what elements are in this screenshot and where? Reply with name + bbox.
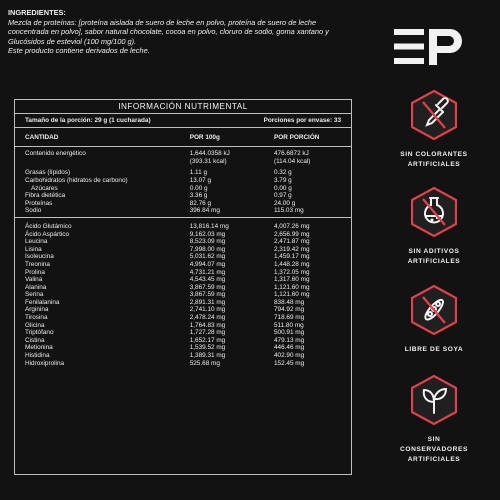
- nutrient-name: Fibra dietética: [25, 192, 66, 200]
- serving-size: Tamaño de la porción: 29 g (1 cucharada): [25, 117, 151, 124]
- amino-per100: 7,998.00 mg: [189, 245, 226, 253]
- table-row: [15, 185, 351, 193]
- badge-label-line1: SIN COLORANTES: [400, 151, 468, 158]
- amino-per100: 8,523.09 mg: [189, 238, 226, 246]
- table-row: [15, 322, 351, 330]
- amino-per-serving: 2,656.99 mg: [273, 230, 310, 238]
- amino-name: Triptófano: [25, 329, 54, 337]
- badge-label: [390, 345, 478, 355]
- amino-name: Treonina: [25, 260, 50, 268]
- badge-no-additives: [390, 187, 478, 267]
- table-row: [15, 246, 351, 254]
- nutrient-per-serving: 3.79 g: [273, 176, 292, 184]
- amino-per100: 2,478.24 mg: [189, 314, 226, 322]
- table-row: [15, 276, 351, 284]
- nutrient-per-serving: 24.00 g: [273, 199, 296, 207]
- badge-soy-free: [390, 285, 478, 355]
- nutrient-per-serving: [274, 150, 341, 165]
- table-row: [15, 177, 351, 185]
- amino-name: Valina: [25, 276, 43, 284]
- amino-name: Alanina: [25, 283, 47, 291]
- nutrient-name: Proteínas: [25, 199, 53, 207]
- badge-label-line2: ARTIFICIALES: [407, 258, 461, 265]
- amino-per100: 1,539.52 mg: [189, 344, 226, 352]
- table-row: [15, 337, 351, 345]
- amino-per-serving: 2,319.42 mg: [273, 245, 310, 253]
- badge-label-line2: ARTIFICIALES: [407, 161, 461, 168]
- table-row: [15, 269, 351, 277]
- amino-per-serving: 1,372.05 mg: [273, 268, 310, 276]
- amino-per100: 1,727.28 mg: [189, 329, 226, 337]
- badge-label-line2: CONSERVADORES: [399, 446, 468, 453]
- energy-kcal-serving: (114.04 kcal): [273, 157, 311, 165]
- nutrient-per100: 0.00 g: [189, 184, 208, 192]
- badge-label: [390, 435, 478, 465]
- header-per-serving: POR PORCIÓN: [273, 133, 320, 141]
- table-row: [15, 169, 351, 177]
- amino-name: Fenilalanina: [25, 298, 60, 306]
- amino-name: Cistina: [25, 336, 45, 344]
- energy-kcal-per100: (393.31 kcal): [189, 157, 227, 165]
- amino-per100: 3,867.59 mg: [189, 283, 226, 291]
- nutrient-per-serving: 0.00 g: [274, 184, 292, 192]
- badge-no-colorants: [390, 90, 478, 170]
- nutrient-per-serving: 0.32 g: [273, 169, 292, 177]
- amino-name: Arginina: [25, 306, 49, 314]
- energy-kj-serving: 476.6872 kJ: [273, 150, 309, 158]
- header-per100: POR 100g: [189, 133, 220, 141]
- table-row: [15, 200, 351, 208]
- amino-per-serving: 794.92 mg: [273, 306, 305, 314]
- servings-per-container: Porciones por envase: 33: [263, 117, 341, 124]
- amino-per-serving: 152.45 mg: [273, 359, 305, 367]
- amino-per100: 525.68 mg: [189, 359, 220, 367]
- amino-name: Lisina: [25, 245, 42, 253]
- amino-name: Ácido Glutámico: [25, 222, 72, 230]
- table-row: [15, 284, 351, 292]
- amino-name: Ácido Aspártico: [25, 230, 70, 238]
- amino-per-serving: 500.91 mg: [273, 329, 305, 337]
- table-row: [15, 192, 351, 200]
- amino-per100: 3,867.59 mg: [189, 291, 226, 299]
- table-row: [15, 314, 351, 322]
- amino-per-serving: 479.13 mg: [273, 336, 305, 344]
- amino-per100: 9,162.03 mg: [189, 230, 226, 238]
- table-divider: [15, 217, 351, 218]
- table-header: [15, 128, 351, 148]
- nutrient-per100: 396.84 mg: [189, 207, 220, 215]
- amino-per-serving: 1,317.60 mg: [273, 276, 310, 284]
- badge-label-line3: ARTIFICIALES: [407, 456, 461, 463]
- serving-row: [15, 114, 351, 128]
- amino-per-serving: 838.48 mg: [273, 298, 305, 306]
- amino-per-serving: 402.90 mg: [273, 352, 305, 360]
- amino-per100: 4,543.45 mg: [189, 276, 226, 284]
- amino-name: Tirosina: [25, 314, 48, 322]
- amino-name: Prolina: [25, 268, 45, 276]
- table-row: [15, 261, 351, 269]
- nutrient-name: Contenido energético: [25, 150, 86, 158]
- leaf-icon: [411, 375, 457, 425]
- amino-per100: 2,891.31 mg: [189, 298, 226, 306]
- amino-per100: 1,764.83 mg: [189, 321, 226, 329]
- amino-per100: 5,031.62 mg: [189, 253, 226, 261]
- table-row: [15, 238, 351, 246]
- nutrient-name: Azúcares: [31, 184, 58, 192]
- amino-name: Isoleucina: [25, 253, 54, 261]
- dropper-icon: [411, 90, 457, 140]
- nutrient-per-serving: 0.97 g: [273, 192, 292, 200]
- amino-per-serving: 1,121.60 mg: [273, 291, 310, 299]
- table-row: [15, 223, 351, 231]
- table-row: [15, 150, 351, 165]
- nutrient-name: Carbohidratos (hidratos de carbono): [25, 176, 128, 184]
- amino-name: Glicina: [25, 321, 45, 329]
- nutrient-per-serving: 115.03 mg: [273, 207, 304, 215]
- amino-per100: 4,994.07 mg: [189, 260, 226, 268]
- badge-label-line1: SIN: [427, 436, 441, 443]
- nutrient-per100: 1.11 g: [189, 169, 207, 177]
- table-row: [15, 344, 351, 352]
- nutrient-per100: [190, 150, 274, 165]
- amino-per-serving: 1,121.60 mg: [273, 283, 310, 291]
- flask-icon: [411, 187, 457, 237]
- ingredients-title: INGREDIENTES:: [8, 8, 66, 17]
- soy-icon: [411, 285, 457, 335]
- brand-logo-icon: [394, 28, 464, 66]
- table-row: [15, 329, 351, 337]
- nutrients-section: [15, 147, 351, 215]
- amino-name: Metionina: [25, 344, 53, 352]
- amino-per-serving: 4,007.26 mg: [273, 222, 310, 230]
- table-title: INFORMACIÓN NUTRIMENTAL: [15, 100, 351, 114]
- amino-per-serving: 1,459.17 mg: [273, 253, 310, 261]
- table-row: [15, 299, 351, 307]
- amino-per-serving: 446.46 mg: [273, 344, 305, 352]
- table-row: [15, 253, 351, 261]
- table-row: [15, 352, 351, 360]
- badge-label-line1: LIBRE DE SOYA: [404, 346, 464, 353]
- table-row: [15, 231, 351, 239]
- amino-per100: 1,389.31 mg: [189, 352, 226, 360]
- nutrient-per100: 82.76 g: [189, 199, 212, 207]
- amino-per100: 13,816.14 mg: [189, 222, 229, 230]
- ingredients-text: Mezcla de proteínas: [proteína aislada de suero de leche en polvo, proteína de suero de leche concentrada en polvo], sabor natural chocolate, cocoa en polvo, cloruro de sodio, goma xantano y Glucósidos de esteviol (100 mg/100 g).: [8, 17, 329, 46]
- nutrition-table: [14, 99, 352, 475]
- badge-no-preservatives: [390, 375, 478, 465]
- table-row: [15, 306, 351, 314]
- nutrient-name: Sodio: [25, 207, 42, 215]
- nutrient-per100: 13.07 g: [189, 176, 212, 184]
- energy-kj-per100: 1,644.0358 kJ: [189, 150, 230, 158]
- amino-per-serving: 2,471.87 mg: [273, 238, 310, 246]
- aminoacids-section: [15, 220, 351, 367]
- amino-name: Hidroxiprolina: [25, 359, 65, 367]
- nutrient-per100: 3.36 g: [189, 192, 208, 200]
- header-quantity: CANTIDAD: [25, 133, 59, 141]
- ingredients-block: [8, 8, 358, 56]
- badge-label-line1: SIN ADITIVOS: [408, 248, 460, 255]
- amino-name: Serina: [25, 291, 44, 299]
- amino-per100: 2,741.10 mg: [189, 306, 226, 314]
- table-row: [15, 291, 351, 299]
- nutrient-name: Grasas (lípidos): [25, 169, 71, 177]
- amino-name: Leucina: [25, 238, 48, 246]
- amino-per100: 1,652.17 mg: [189, 336, 226, 344]
- allergen-note: Este producto contiene derivados de leche.: [8, 46, 150, 56]
- amino-per-serving: 718.69 mg: [273, 314, 305, 322]
- table-row: [15, 207, 351, 215]
- badge-label: [390, 150, 478, 170]
- badge-label: [390, 247, 478, 267]
- amino-per100: 4,731.21 mg: [189, 268, 226, 276]
- amino-per-serving: 511.80 mg: [273, 321, 304, 329]
- amino-name: Histidina: [25, 352, 50, 360]
- table-row: [15, 360, 351, 368]
- amino-per-serving: 1,448.28 mg: [273, 260, 310, 268]
